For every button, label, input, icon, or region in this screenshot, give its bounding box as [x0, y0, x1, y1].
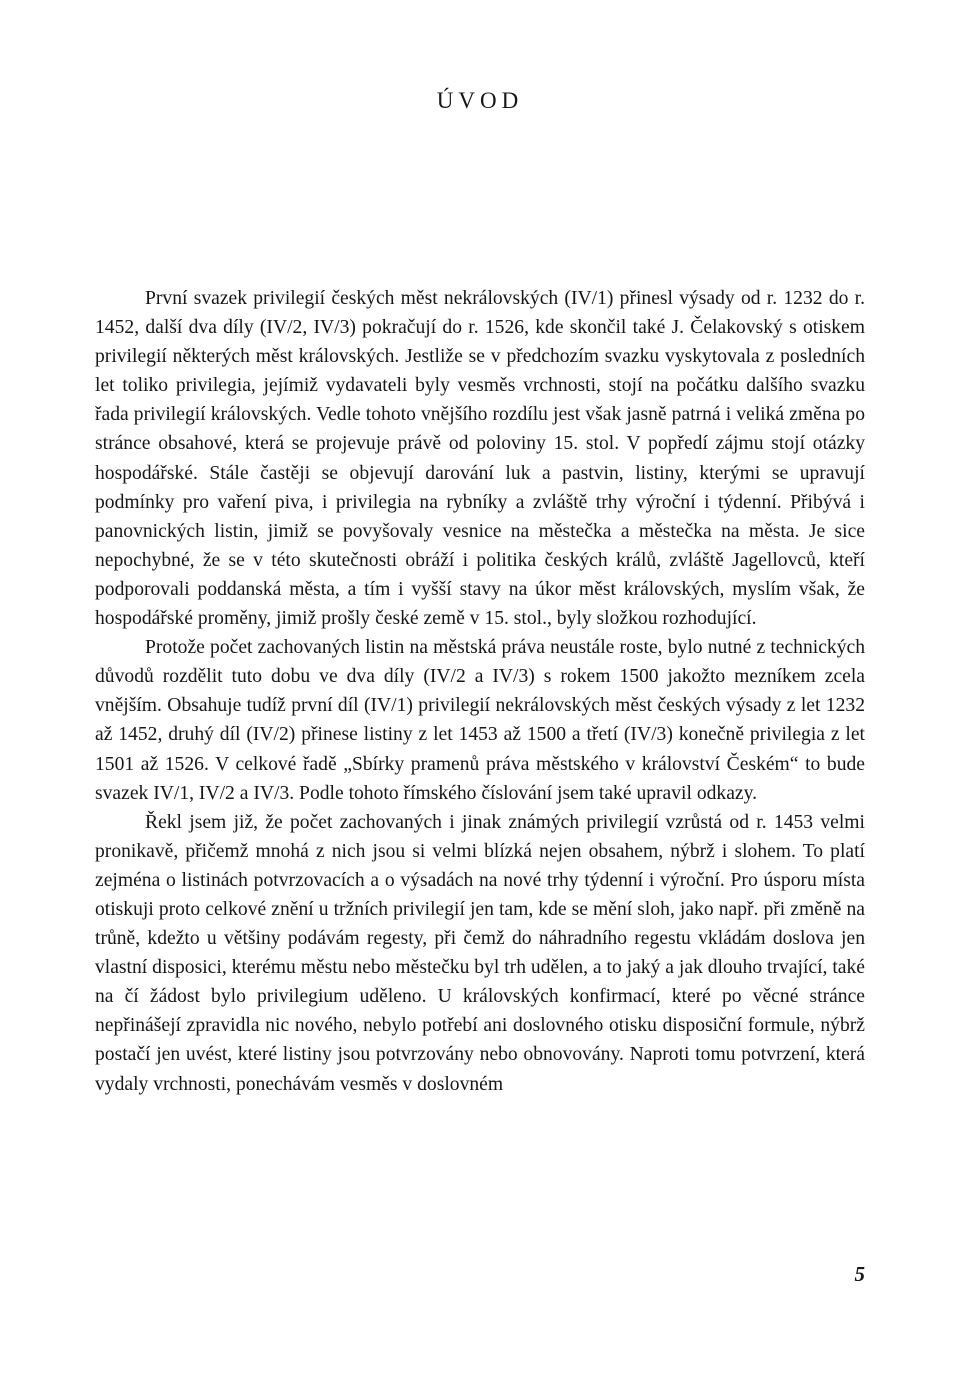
paragraph-2: Protože počet zachovaných listin na městská práva neustále roste, bylo nutné z technických důvodů rozdělit tuto dobu ve dva díly (IV/2 a IV/3) s rokem 1500 jakožto mezníkem zcela vnějším. Obsahuje tudíž první díl (IV/1) privilegií nekrálovských měst českých výsady z let 1232 až 1452, druhý díl (IV/2) přinese listiny z let 1453 až 1500 a třetí (IV/3) konečně privilegia z let 1501 až 1526. V celkové řadě „Sbírky pramenů práva městského v království Českém“ to bude svazek IV/1, IV/2 a IV/3. Podle tohoto římského číslování jsem také upravil odkazy. [95, 637, 865, 804]
body-text [95, 284, 865, 1099]
page-number: 5 [854, 1262, 865, 1286]
paragraph-3: Řekl jsem již, že počet zachovaných i jinak známých privilegií vzrůstá od r. 1453 velmi pronikavě, přičemž mnohá z nich jsou si velmi blízká nejen obsahem, nýbrž i slohem. To platí zejména o listinách potvrzovacích a o výsadách na nové trhy týdenní i výroční. Pro úsporu místa otiskuji proto celkové znění u tržních privilegií jen tam, kde se mění sloh, jako např. při změně na trůně, kdežto u většiny podávám regesty, při čemž do náhradního regestu vkládám doslova jen vlastní disposici, kterému městu nebo městečku byl trh udělen, a to jaký a jak dlouho trvající, také na čí žádost bylo privilegium uděleno. U královských konfirmací, které po věcné stránce nepřinášejí zpravidla nic nového, nebylo potřebí ani doslovného otisku disposiční formule, nýbrž postačí jen uvést, které listiny jsou potvrzovány nebo obnovovány. Naproti tomu potvrzení, která vydaly vrchnosti, ponechávám vesměs v doslovném [95, 811, 865, 1095]
paragraph-1: První svazek privilegií českých měst nekrálovských (IV/1) přinesl výsady od r. 1232 do r. 1452, další dva díly (IV/2, IV/3) pokračují do r. 1526, kde skončil také J. Čelakovský s otiskem privilegií některých měst královských. Jestliže se v předchozím svazku vyskytovala z posledních let toliko privilegia, jejímiž vydavateli byly vesměs vrchnosti, stojí na počátku dalšího svazku řada privilegií královských. Vedle tohoto vnějšího rozdílu jest však jasně patrná i veliká změna po stránce obsahové, která se projevuje právě od poloviny 15. stol. V popředí zájmu stojí otázky hospodářské. Stále častěji se objevují darování luk a pastvin, listiny, kterými se upravují podmínky pro vaření piva, i privilegia na rybníky a zvláště trhy výroční i týdenní. Přibývá i panovnických listin, jimiž se povyšovaly vesnice na městečka a městečka na města. Je sice nepochybné, že se v této skutečnosti obráží i politika českých králů, zvláště Jagellovců, kteří podporovali poddanská města, a tím i vyšší stavy na úkor měst královských, myslím však, že hospodářské proměny, jimiž prošly české země v 15. stol., byly složkou rozhodující. [95, 288, 865, 630]
chapter-heading: ÚVOD [436, 88, 524, 113]
